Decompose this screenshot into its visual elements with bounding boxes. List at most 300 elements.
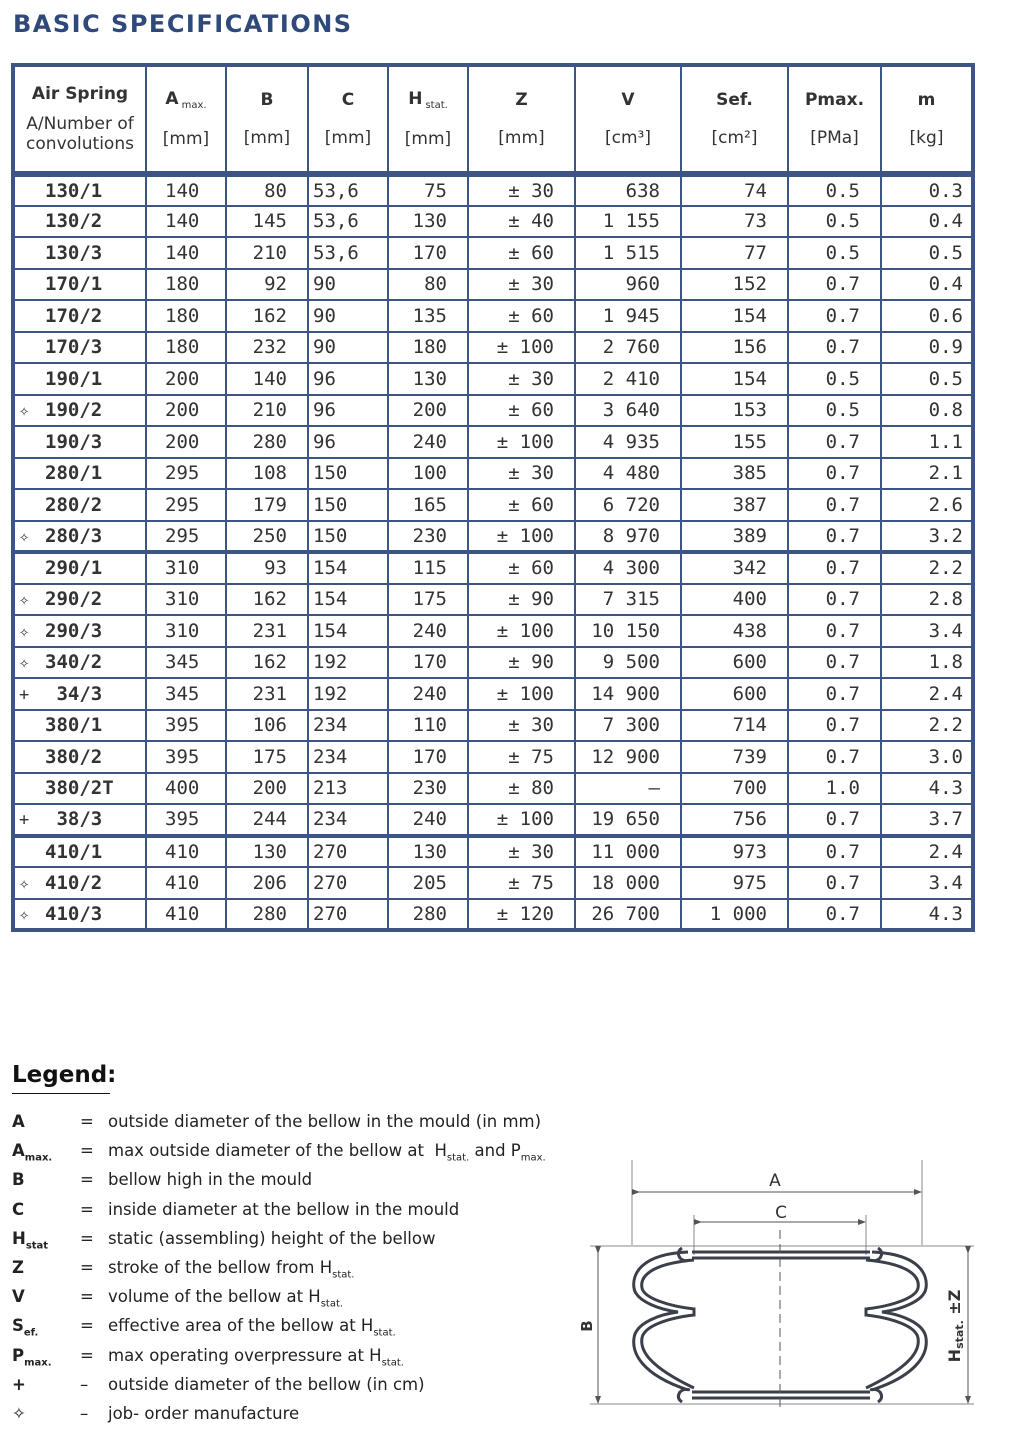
header-col-unit: [mm] (243, 128, 291, 148)
cell-m: 0.8 (881, 395, 973, 427)
air-spring-name: 170/1 (45, 273, 103, 296)
cell-c: 150 (308, 458, 388, 490)
cell-b: 250 (226, 521, 308, 553)
table-row (13, 615, 973, 647)
header-col-label: C (341, 90, 355, 110)
air-spring-name: 410/2 (45, 871, 103, 894)
table-row (13, 584, 973, 616)
cell-b: 231 (226, 678, 308, 710)
cell-sef: 77 (681, 237, 788, 269)
legend-description-text: effective area of the bellow at H (108, 1316, 374, 1336)
cell-p: 0.7 (788, 300, 881, 332)
cell-m: 0.3 (881, 174, 973, 206)
air-spring-name: 290/1 (45, 557, 103, 580)
air-spring-cell (13, 615, 146, 647)
legend-symbol (12, 1112, 25, 1131)
legend-symbol (12, 1316, 38, 1338)
cell-v: 2 760 (575, 332, 681, 364)
cell-sef: 714 (681, 710, 788, 742)
cell-m: 3.2 (881, 521, 973, 553)
row-mark: ✧ (19, 526, 30, 547)
table-row (13, 237, 973, 269)
air-spring-name: 380/1 (45, 714, 103, 737)
legend-description-text: max operating overpressure at H (108, 1345, 382, 1365)
header-col-3 (388, 65, 468, 174)
specifications-table (11, 63, 975, 932)
row-mark: ✧ (19, 653, 30, 674)
air-spring-cell (13, 458, 146, 490)
legend-symbol-main: A (12, 1112, 25, 1131)
table-row (13, 300, 973, 332)
cell-h: 240 (388, 426, 468, 458)
cell-h: 170 (388, 237, 468, 269)
cell-p: 0.7 (788, 269, 881, 301)
header-col-unit: [kg] (909, 128, 944, 148)
cell-z: ± 100 (468, 615, 575, 647)
air-spring-name: 280/1 (45, 462, 103, 485)
cell-h: 230 (388, 773, 468, 805)
cell-b: 175 (226, 741, 308, 773)
cell-c: 90 (308, 300, 388, 332)
cell-v: 8 970 (575, 521, 681, 553)
cell-sef: 756 (681, 804, 788, 836)
legend-description (108, 1287, 343, 1309)
cell-p: 0.7 (788, 489, 881, 521)
cell-v: – (575, 773, 681, 805)
table-row (13, 458, 973, 490)
cell-v: 960 (575, 269, 681, 301)
air-spring-cell (13, 584, 146, 616)
legend-symbol-main: V (12, 1287, 25, 1307)
cell-h: 75 (388, 174, 468, 206)
cell-a: 295 (146, 458, 226, 490)
air-spring-cell (13, 867, 146, 899)
cell-z: ± 60 (468, 552, 575, 584)
legend-separator: = (80, 1199, 94, 1219)
cell-sef: 739 (681, 741, 788, 773)
cell-v: 11 000 (575, 836, 681, 868)
cell-c: 192 (308, 678, 388, 710)
cell-h: 130 (388, 206, 468, 238)
cell-a: 140 (146, 237, 226, 269)
cell-v: 12 900 (575, 741, 681, 773)
cell-z: ± 100 (468, 521, 575, 553)
table-row (13, 741, 973, 773)
cell-c: 90 (308, 269, 388, 301)
cell-m: 1.8 (881, 647, 973, 679)
cell-v: 9 500 (575, 647, 681, 679)
air-spring-name: 38/3 (45, 808, 103, 831)
cell-m: 0.5 (881, 237, 973, 269)
cell-m: 2.8 (881, 584, 973, 616)
cell-c: 96 (308, 395, 388, 427)
cell-h: 130 (388, 363, 468, 395)
cell-sef: 73 (681, 206, 788, 238)
cell-m: 3.7 (881, 804, 973, 836)
air-spring-cell (13, 647, 146, 679)
table-row (13, 836, 973, 868)
header-col-4 (468, 65, 575, 174)
cell-b: 162 (226, 584, 308, 616)
cell-m: 4.3 (881, 899, 973, 931)
cell-sef: 385 (681, 458, 788, 490)
air-spring-name: 380/2T (45, 777, 114, 800)
cell-v: 4 480 (575, 458, 681, 490)
cell-z: ± 30 (468, 836, 575, 868)
cell-a: 180 (146, 332, 226, 364)
cell-a: 180 (146, 300, 226, 332)
cell-a: 180 (146, 269, 226, 301)
cell-h: 115 (388, 552, 468, 584)
cell-sef: 700 (681, 773, 788, 805)
legend-symbol-sub: max. (24, 1152, 53, 1164)
cell-p: 0.5 (788, 237, 881, 269)
cell-c: 234 (308, 741, 388, 773)
cell-m: 3.0 (881, 741, 973, 773)
cell-z: ± 90 (468, 647, 575, 679)
legend-symbol-main: + (12, 1374, 26, 1394)
cell-sef: 153 (681, 395, 788, 427)
cell-h: 135 (388, 300, 468, 332)
legend-separator: = (80, 1316, 94, 1336)
cell-b: 231 (226, 615, 308, 647)
cell-a: 400 (146, 773, 226, 805)
table-row (13, 363, 973, 395)
legend-symbol-sub: max. (24, 1356, 52, 1368)
table-header-row (13, 65, 973, 174)
cell-a: 345 (146, 647, 226, 679)
cell-b: 130 (226, 836, 308, 868)
cell-m: 3.4 (881, 615, 973, 647)
legend-description-text: max outside diameter of the bellow at H (108, 1141, 447, 1161)
cell-a: 410 (146, 836, 226, 868)
row-mark: ✧ (19, 621, 30, 642)
cell-z: ± 30 (468, 174, 575, 206)
cell-b: 145 (226, 206, 308, 238)
cell-c: 150 (308, 489, 388, 521)
air-spring-cell (13, 773, 146, 805)
table-row (13, 552, 973, 584)
air-spring-cell (13, 426, 146, 458)
cell-h: 170 (388, 647, 468, 679)
cell-b: 162 (226, 300, 308, 332)
header-air-spring (13, 65, 146, 174)
cell-a: 395 (146, 741, 226, 773)
air-spring-name: 170/2 (45, 304, 103, 327)
cell-v: 638 (575, 174, 681, 206)
legend-symbol-main: P (12, 1345, 25, 1365)
cell-h: 200 (388, 395, 468, 427)
cell-b: 206 (226, 867, 308, 899)
legend-symbol-main: H (12, 1228, 26, 1248)
table-row (13, 332, 973, 364)
cell-v: 1 945 (575, 300, 681, 332)
cell-h: 110 (388, 710, 468, 742)
legend-separator: = (80, 1345, 94, 1365)
cell-v: 3 640 (575, 395, 681, 427)
legend-symbol-main: B (12, 1170, 25, 1190)
legend-description (108, 1258, 354, 1280)
legend-description-text: and P (469, 1141, 521, 1161)
cell-p: 0.7 (788, 804, 881, 836)
cell-v: 4 935 (575, 426, 681, 458)
header-col-8 (881, 65, 973, 174)
table-row (13, 899, 973, 931)
cell-m: 2.4 (881, 836, 973, 868)
header-air-spring-line2: A/Number of (26, 114, 134, 134)
cell-m: 0.5 (881, 363, 973, 395)
cell-sef: 74 (681, 174, 788, 206)
cell-z: ± 90 (468, 584, 575, 616)
legend-separator: – (80, 1403, 89, 1423)
cell-c: 270 (308, 899, 388, 931)
air-spring-cell (13, 489, 146, 521)
legend-symbol (12, 1200, 24, 1219)
cell-a: 410 (146, 867, 226, 899)
legend-separator: = (80, 1257, 94, 1277)
air-spring-cell (13, 237, 146, 269)
cell-v: 6 720 (575, 489, 681, 521)
cell-a: 140 (146, 206, 226, 238)
air-spring-cell (13, 678, 146, 710)
cell-sef: 975 (681, 867, 788, 899)
dim-b-label: B (578, 1320, 596, 1332)
cell-p: 0.7 (788, 678, 881, 710)
cell-h: 170 (388, 741, 468, 773)
air-spring-name: 130/2 (45, 210, 103, 233)
legend-symbol-main: A (12, 1141, 25, 1161)
air-spring-cell (13, 332, 146, 364)
cell-p: 0.7 (788, 426, 881, 458)
header-col-label: Sef. (716, 90, 753, 110)
cell-z: ± 100 (468, 426, 575, 458)
cell-b: 106 (226, 710, 308, 742)
cell-z: ± 40 (468, 206, 575, 238)
cell-h: 165 (388, 489, 468, 521)
legend-description-sub: stat. (320, 1298, 344, 1310)
cell-m: 2.6 (881, 489, 973, 521)
cell-z: ± 60 (468, 489, 575, 521)
cell-p: 0.5 (788, 363, 881, 395)
legend-description-text: stroke of the bellow from H (108, 1257, 333, 1277)
cell-z: ± 120 (468, 899, 575, 931)
table-row (13, 174, 973, 206)
cell-m: 0.6 (881, 300, 973, 332)
header-air-spring-line3: convolutions (26, 134, 134, 154)
air-spring-name: 340/2 (45, 651, 103, 674)
header-col-unit: [mm] (324, 128, 372, 148)
air-spring-name: 290/3 (45, 619, 103, 642)
legend-separator: – (80, 1374, 89, 1394)
header-col-label: m (917, 90, 936, 110)
legend-description (108, 1346, 404, 1368)
legend-description-sub: stat. (373, 1327, 396, 1339)
cell-c: 96 (308, 363, 388, 395)
legend-symbol-main: Z (12, 1257, 24, 1277)
table-row (13, 647, 973, 679)
legend-symbol (12, 1141, 52, 1163)
cell-a: 410 (146, 899, 226, 931)
cell-c: 213 (308, 773, 388, 805)
cell-b: 232 (226, 332, 308, 364)
cell-p: 0.7 (788, 741, 881, 773)
cell-c: 96 (308, 426, 388, 458)
air-spring-name: 280/2 (45, 493, 103, 516)
legend-separator: = (80, 1287, 94, 1307)
cell-sef: 387 (681, 489, 788, 521)
air-spring-name: 190/3 (45, 430, 103, 453)
header-col-1 (226, 65, 308, 174)
legend-description: bellow high in the mould (108, 1170, 313, 1190)
header-col-2 (308, 65, 388, 174)
cell-sef: 973 (681, 836, 788, 868)
cell-v: 1 515 (575, 237, 681, 269)
cell-p: 0.7 (788, 521, 881, 553)
cell-b: 162 (226, 647, 308, 679)
cell-a: 295 (146, 489, 226, 521)
cell-h: 240 (388, 678, 468, 710)
cell-p: 0.7 (788, 458, 881, 490)
cell-b: 210 (226, 395, 308, 427)
cell-p: 0.5 (788, 174, 881, 206)
header-col-label: V (621, 90, 635, 110)
cell-h: 240 (388, 804, 468, 836)
cell-v: 19 650 (575, 804, 681, 836)
table-row (13, 804, 973, 836)
cell-p: 0.7 (788, 647, 881, 679)
cell-v: 14 900 (575, 678, 681, 710)
cell-p: 0.7 (788, 332, 881, 364)
legend-description (108, 1141, 546, 1163)
air-spring-name: 130/1 (45, 179, 103, 202)
table-row (13, 206, 973, 238)
air-spring-cell (13, 300, 146, 332)
cell-c: 192 (308, 647, 388, 679)
cell-b: 280 (226, 426, 308, 458)
cell-p: 0.7 (788, 867, 881, 899)
row-mark: ✧ (19, 401, 30, 422)
cell-p: 0.7 (788, 899, 881, 931)
cell-c: 154 (308, 615, 388, 647)
cell-b: 210 (226, 237, 308, 269)
legend-separator: = (80, 1170, 94, 1190)
air-spring-name: 410/1 (45, 840, 103, 863)
cell-p: 1.0 (788, 773, 881, 805)
cell-c: 53,6 (308, 174, 388, 206)
legend-description: static (assembling) height of the bellow (108, 1228, 436, 1248)
header-col-7 (788, 65, 881, 174)
legend-symbol (12, 1346, 52, 1368)
cell-p: 0.7 (788, 552, 881, 584)
header-col-unit: [mm] (162, 129, 210, 150)
cell-z: ± 60 (468, 237, 575, 269)
legend-separator: = (80, 1141, 94, 1161)
cell-m: 2.2 (881, 710, 973, 742)
cell-v: 10 150 (575, 615, 681, 647)
cell-z: ± 60 (468, 300, 575, 332)
header-col-label: B (260, 90, 274, 110)
table-row (13, 269, 973, 301)
cell-sef: 1 000 (681, 899, 788, 931)
legend-description: outside diameter of the bellow (in cm) (108, 1374, 425, 1394)
header-col-unit: [mm] (498, 128, 545, 148)
legend-symbol (12, 1404, 26, 1423)
cell-h: 240 (388, 615, 468, 647)
header-col-sub: stat. (425, 100, 448, 112)
cell-sef: 155 (681, 426, 788, 458)
row-mark: ✧ (19, 590, 30, 611)
cell-sef: 400 (681, 584, 788, 616)
row-mark: ✧ (19, 904, 30, 925)
header-col-sub: max. (181, 100, 207, 112)
cell-h: 100 (388, 458, 468, 490)
cell-c: 53,6 (308, 237, 388, 269)
cell-m: 3.4 (881, 867, 973, 899)
cell-v: 1 155 (575, 206, 681, 238)
table-row (13, 521, 973, 553)
header-col-label: H $_{stat.}$ (408, 88, 448, 112)
cell-m: 2.2 (881, 552, 973, 584)
cell-sef: 342 (681, 552, 788, 584)
air-spring-cell (13, 174, 146, 206)
cell-c: 270 (308, 867, 388, 899)
cell-z: ± 100 (468, 678, 575, 710)
cell-b: 108 (226, 458, 308, 490)
row-mark: + (19, 810, 30, 831)
legend-symbol (12, 1287, 25, 1306)
cell-c: 234 (308, 710, 388, 742)
air-spring-cell (13, 836, 146, 868)
cell-b: 93 (226, 552, 308, 584)
legend-symbol-main: S (12, 1316, 24, 1336)
legend-symbol (12, 1258, 24, 1277)
legend-symbol (12, 1170, 25, 1189)
cell-h: 175 (388, 584, 468, 616)
legend-description: inside diameter at the bellow in the mould (108, 1199, 460, 1219)
header-col-0 (146, 65, 226, 174)
cell-m: 2.1 (881, 458, 973, 490)
legend-symbol-sub: stat (25, 1240, 49, 1252)
legend-description-text: volume of the bellow at H (108, 1287, 321, 1307)
cell-p: 0.7 (788, 584, 881, 616)
legend-symbol-sub: ef. (23, 1327, 39, 1339)
table-row (13, 773, 973, 805)
cell-b: 244 (226, 804, 308, 836)
cell-z: ± 75 (468, 867, 575, 899)
header-col-6 (681, 65, 788, 174)
cell-m: 1.1 (881, 426, 973, 458)
cell-sef: 152 (681, 269, 788, 301)
cell-b: 179 (226, 489, 308, 521)
cell-sef: 438 (681, 615, 788, 647)
cell-a: 200 (146, 426, 226, 458)
cell-b: 280 (226, 899, 308, 931)
cell-h: 180 (388, 332, 468, 364)
cell-p: 0.7 (788, 615, 881, 647)
legend-separator: = (80, 1228, 94, 1248)
cell-p: 0.5 (788, 206, 881, 238)
legend-description-sub: stat. (446, 1152, 470, 1164)
cell-a: 310 (146, 552, 226, 584)
cell-m: 0.4 (881, 269, 973, 301)
air-spring-cell (13, 741, 146, 773)
cell-h: 280 (388, 899, 468, 931)
cell-b: 80 (226, 174, 308, 206)
air-spring-cell (13, 521, 146, 553)
air-spring-cell (13, 804, 146, 836)
dim-hstat-label: Hstat. ±Z (945, 1289, 966, 1363)
cell-p: 0.7 (788, 710, 881, 742)
